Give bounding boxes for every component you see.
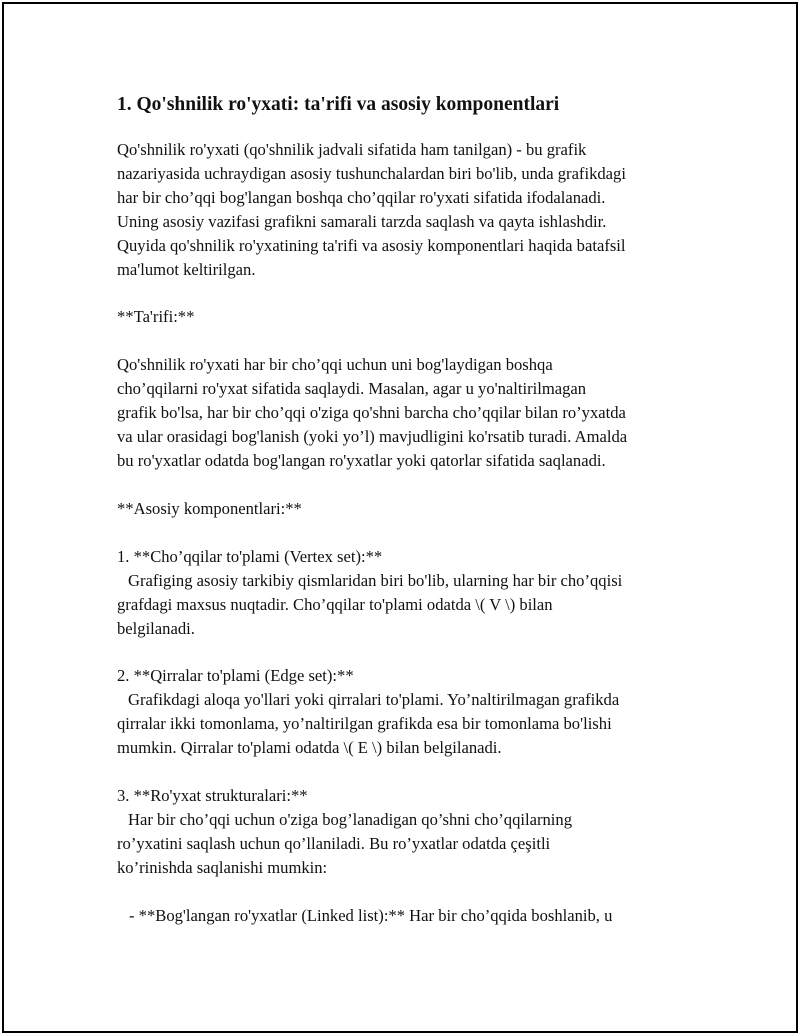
section-heading: 1. Qo'shnilik ro'yxati: ta'rifi va asosiy komponentlari [117,94,560,115]
intro-paragraph: Qo'shnilik ro'yxati (qo'shnilik jadvali sifatida ham tanilgan) - bu grafik nazariyasida uchraydigan asosiy tushunchalardan biri bo'lib, unda grafikdagi har bir cho’qqi bog'langan boshqa cho’qqilar ro'yxati sifatida ifodalanadi. Uning asosiy vazifasi grafikni samarali tarzda saqlash va qayta ishlashdir. Quyida qo'shnilik ro'yxatining ta'rifi va asosiy komponentlari haqida batafsil ma'lumot keltirilgan. [117,140,626,279]
components-title: **Asosiy komponentlari:** [117,498,302,518]
list-item-title: 3. **Ro'yxat strukturalari:** [117,786,308,806]
list-item-title: 2. **Qirralar to'plami (Edge set):** [117,666,354,686]
list-item-text: Har bir cho’qqi uchun o'ziga bog’lanadigan qo’shni cho’qqilarning ro’yxatini saqlash uchun qo’llaniladi. Bu ro’yxatlar odatda çeşitli ko’rinishda saqlanishi mumkin: [117,809,572,877]
list-item-title: 1. **Cho’qqilar to'plami (Vertex set):** [117,546,383,566]
list-item-text: Grafiging asosiy tarkibiy qismlaridan biri bo'lib, ularning har bir cho’qqisi grafdagi maxsus nuqtadir. Cho’qqilar to'plami odatda \( V \) bilan belgilanadi. [117,570,623,638]
definition-title: **Ta'rifi:** [117,307,195,327]
definition-paragraph: Qo'shnilik ro'yxati har bir cho’qqi uchun uni bog'laydigan boshqa cho’qqilarni ro'yxat sifatida saqlaydi. Masalan, agar u yo'naltirilmagan grafik bo'lsa, har bir cho’qqi o'ziga qo'shni barcha cho’qqilar bilan ro’yxatda va ular orasidagi bog'lanish (yoki yo’l) mavjudligini ko'rsatib turadi. Amalda bu ro'yxatlar odatda bog'langan ro'yxatlar yoki qatorlar sifatida saqlanadi. [117,355,628,470]
list-item-text: Grafikdagi aloqa yo'llari yoki qirralari to'plami. Yo’naltirilmagan grafikda qirralar ikki tomonlama, yo’naltirilgan grafikda esa bir tomonlama bo'lishi mumkin. Qirralar to'plami odatda \( E \) bilan belgilanadi. [117,690,620,758]
sub-list-item: - **Bog'langan ro'yxatlar (Linked list):** Har bir cho’qqida boshlanib, u [129,905,613,925]
document-body [117,92,697,928]
